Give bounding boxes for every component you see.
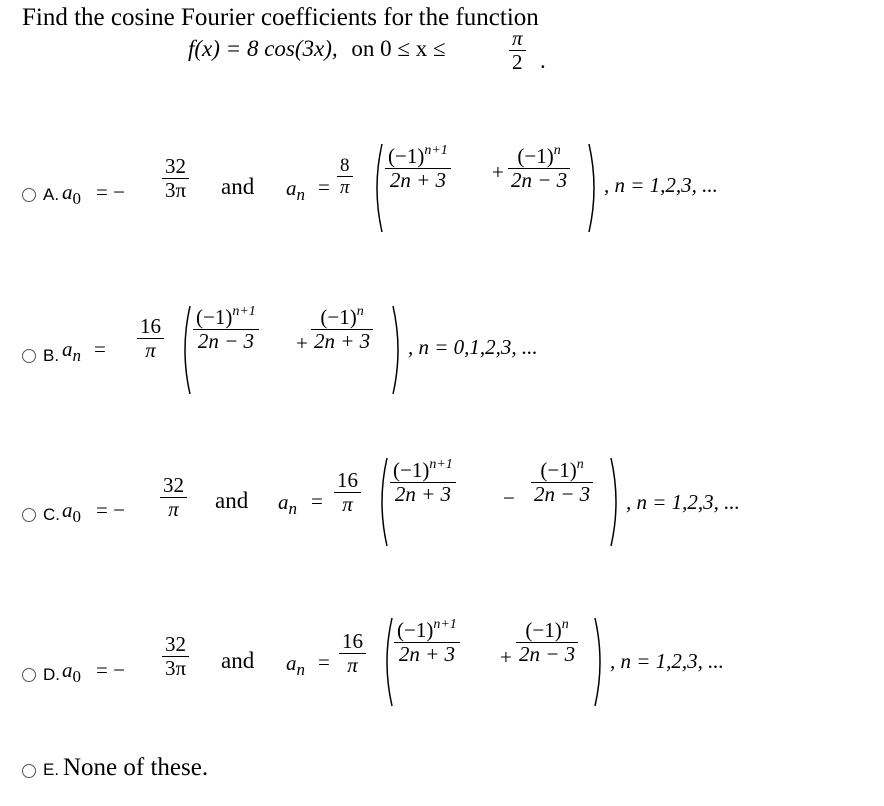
two-denominator: 2 [512,50,523,74]
pi-symbol: π [512,26,523,50]
an-subscript: n [296,185,305,205]
a0-fraction [162,634,189,679]
an-equals: = [311,489,323,513]
a0-denominator: π [168,497,179,521]
a0-symbol [62,180,81,209]
an-symbol [62,337,81,366]
an-symbol [286,651,305,680]
term2-fraction [508,143,570,192]
term1-numerator: (−1) [388,144,425,168]
and-text: and [221,648,255,673]
index-range: , n = 1,2,3, ... [626,490,740,514]
option-e-text: None of these. [63,754,209,781]
option-e-letter: E. [43,760,60,779]
domain-prefix: on 0 ≤ x ≤ [351,36,446,61]
term2-exponent: n [553,143,561,158]
an-symbol [286,176,305,205]
right-paren-icon [609,456,623,548]
term1-fraction [193,304,259,353]
term1-denominator: 2n − 3 [197,329,254,353]
a0-fraction [162,156,189,201]
left-paren-icon [375,456,389,548]
function-lhs: f(x) = 8 cos(3x), [188,36,338,61]
term2-denominator: 2n − 3 [519,642,576,666]
a0-equals: = − [96,658,125,682]
term1-fraction [385,143,451,192]
term1-denominator: 2n + 3 [398,642,455,666]
a0-symbol [62,658,81,687]
a0-equals: = − [96,180,125,204]
a0-denominator: 3π [165,178,187,202]
operator: + [296,331,308,355]
operator: + [500,645,512,669]
a0-label: a [62,498,73,522]
a0-numerator: 32 [163,473,184,497]
a0-subscript: 0 [72,507,81,527]
left-paren-icon [178,304,192,396]
a0-label: a [62,658,73,682]
and-text: and [215,488,249,513]
term1-exponent: n+1 [429,457,453,472]
right-paren-icon [593,616,607,708]
term2-numerator: (−1) [320,305,357,329]
an-symbol [278,490,297,519]
a0-symbol [62,498,81,527]
option-c-radio[interactable] [22,508,36,522]
index-range: , n = 0,1,2,3, ... [408,335,538,359]
term2-numerator: (−1) [540,458,577,482]
an-equals: = [318,175,330,199]
term2-denominator: 2n − 3 [534,482,591,506]
option-a-letter: A. [43,185,60,204]
term2-exponent: n [356,304,364,319]
left-paren-icon [380,616,394,708]
coef-fraction [137,316,164,361]
term2-exponent: n [576,457,584,472]
coef-numerator: 16 [337,468,358,492]
an-label: a [286,651,297,675]
term2-fraction [531,457,593,506]
term2-denominator: 2n + 3 [314,329,371,353]
coef-numerator: 16 [140,314,161,338]
coef-numerator: 16 [342,629,363,653]
an-equals: = [318,650,330,674]
question-text: Find the cosine Fourier coefficients for the function [22,4,539,31]
term1-numerator: (−1) [393,458,430,482]
term2-exponent: n [561,617,569,632]
term1-exponent: n+1 [433,617,457,632]
term1-denominator: 2n + 3 [394,482,451,506]
term1-fraction [390,457,456,506]
coef-denominator: π [347,653,358,677]
term1-numerator: (−1) [196,305,233,329]
an-equals: = [94,337,106,361]
index-range: , n = 1,2,3, ... [610,649,724,673]
an-label: a [278,490,289,514]
coef-denominator: π [340,177,350,198]
term2-fraction [311,304,373,353]
a0-fraction [160,475,187,520]
option-d-letter: D. [43,665,60,684]
coef-denominator: π [342,492,353,516]
operator: − [503,486,515,510]
term1-fraction [394,617,460,666]
term2-numerator: (−1) [525,618,562,642]
option-b-letter: B. [43,346,60,365]
function-definition [188,36,446,62]
a0-subscript: 0 [72,189,81,209]
period: . [540,48,546,73]
a0-subscript: 0 [72,667,81,687]
coef-fraction [337,156,353,197]
a0-equals: = − [96,498,125,522]
a0-numerator: 32 [165,154,187,178]
a0-denominator: 3π [165,656,187,680]
left-paren-icon [370,142,384,234]
option-a-radio[interactable] [22,188,36,202]
coef-fraction [334,470,361,515]
term1-numerator: (−1) [397,618,434,642]
an-subscript: n [288,499,297,519]
coef-denominator: π [145,338,156,362]
and-text: and [221,174,255,199]
option-d-radio[interactable] [22,668,36,682]
term2-numerator: (−1) [517,144,554,168]
right-paren-icon [587,142,601,234]
operator: + [492,160,504,184]
an-label: a [286,176,297,200]
an-subscript: n [72,346,81,366]
index-range: , n = 1,2,3, ... [604,173,718,197]
coef-numerator: 8 [340,155,350,176]
term2-denominator: 2n − 3 [511,168,568,192]
option-b-radio[interactable] [22,349,36,363]
a0-label: a [62,180,73,204]
coef-fraction [339,631,366,676]
term1-exponent: n+1 [232,304,256,319]
pi-over-two [509,28,526,73]
right-paren-icon [391,304,405,396]
term2-fraction [516,617,578,666]
option-e-radio[interactable] [22,764,36,778]
a0-numerator: 32 [165,632,187,656]
term1-exponent: n+1 [424,143,448,158]
an-subscript: n [296,660,305,680]
an-label: a [62,337,73,361]
option-c-letter: C. [43,505,60,524]
term1-denominator: 2n + 3 [389,168,446,192]
